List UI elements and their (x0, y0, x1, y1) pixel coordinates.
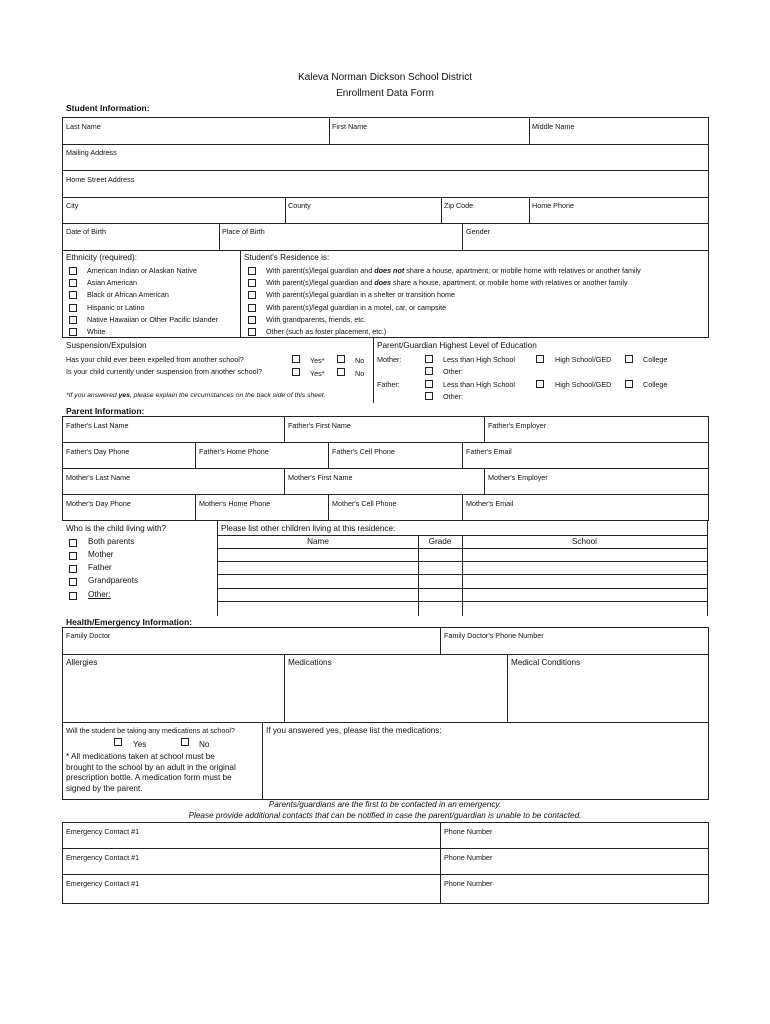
suspension-q2: Is your child currently under suspension from another school? (66, 367, 263, 376)
health-section-title: Health/Emergency Information: (66, 617, 193, 627)
fathers-cell-phone-label: Father's Cell Phone (332, 447, 395, 456)
fathers-email-label: Father's Email (466, 447, 512, 456)
suspended-no-checkbox[interactable] (337, 368, 345, 376)
father-hs-ged-checkbox[interactable] (536, 380, 544, 388)
ethnicity-option: Asian American (87, 278, 137, 287)
doctor-phone-label: Family Doctor's Phone Number (444, 631, 544, 640)
father-less-hs-checkbox[interactable] (425, 380, 433, 388)
ethnicity-option: Native Hawaiian or Other Pacific Islander (87, 315, 219, 324)
med-note-line4: signed by the parent. (66, 784, 143, 793)
father-hs-ged-label: High School/GED (555, 380, 612, 389)
middle-name-label: Middle Name (532, 122, 575, 131)
mother-less-hs-checkbox[interactable] (425, 355, 433, 363)
emergency-phone-label: Phone Number (444, 853, 493, 862)
emergency-note-2: Please provide additional contacts that can be notified in case the parent/guardian is unable to be contacted. (188, 811, 582, 820)
suspended-yes-checkbox[interactable] (292, 368, 300, 376)
place-of-birth-label: Place of Birth (222, 227, 265, 236)
living-option-other: Other: (88, 590, 111, 599)
home-phone-label: Home Phone (532, 201, 574, 210)
med-no-checkbox[interactable] (181, 738, 189, 746)
living-option: Grandparents (88, 576, 139, 585)
living-checkbox[interactable] (69, 578, 77, 586)
mailing-address-label: Mailing Address (66, 148, 117, 157)
mother-hs-ged-label: High School/GED (555, 355, 612, 364)
emergency-contact-label: Emergency Contact #1 (66, 827, 140, 836)
emergency-phone-label: Phone Number (444, 879, 493, 888)
mothers-first-name-label: Mother's First Name (288, 473, 353, 482)
expelled-no-label: No (355, 356, 365, 365)
fathers-home-phone-label: Father's Home Phone (199, 447, 269, 456)
residence-checkbox[interactable] (248, 267, 256, 275)
zip-code-label: Zip Code (444, 201, 474, 210)
mother-other-checkbox[interactable] (425, 367, 433, 375)
emergency-contact-label: Emergency Contact #1 (66, 853, 140, 862)
allergies-label: Allergies (66, 658, 98, 667)
emergency-note-1: Parents/guardians are the first to be contacted in an emergency. (268, 800, 502, 809)
med-no-label: No (199, 740, 210, 749)
ethnicity-option: American Indian or Alaskan Native (87, 266, 197, 275)
med-question: Will the student be taking any medications at school? (66, 726, 236, 735)
ethnicity-title: Ethnicity (required): (66, 253, 137, 262)
date-of-birth-label: Date of Birth (66, 227, 106, 236)
ethnicity-checkbox[interactable] (69, 316, 77, 324)
mothers-day-phone-label: Mother's Day Phone (66, 499, 131, 508)
living-option: Father (88, 563, 112, 572)
ethnicity-checkbox[interactable] (69, 279, 77, 287)
father-college-checkbox[interactable] (625, 380, 633, 388)
form-title-line2: Enrollment Data Form (336, 88, 434, 99)
living-option: Both parents (88, 537, 135, 546)
residence-option-6: Other (such as foster placement, etc.) (266, 327, 387, 336)
living-checkbox[interactable] (69, 552, 77, 560)
ethnicity-option: Hispanic or Latino (87, 303, 145, 312)
home-street-address-label: Home Street Address (66, 175, 135, 184)
residence-checkbox[interactable] (248, 316, 256, 324)
emergency-phone-label: Phone Number (444, 827, 493, 836)
mothers-last-name-label: Mother's Last Name (66, 473, 131, 482)
med-note-line3: prescription bottle. A medication form must be (66, 773, 232, 782)
fathers-day-phone-label: Father's Day Phone (66, 447, 130, 456)
student-section-title: Student Information: (66, 103, 150, 113)
mother-college-checkbox[interactable] (625, 355, 633, 363)
suspended-yes-label: Yes* (310, 369, 325, 378)
ethnicity-option: Black or African American (87, 290, 169, 299)
residence-checkbox[interactable] (248, 328, 256, 336)
med-note-line1: * All medications taken at school must be (66, 752, 215, 761)
residence-option-5: With grandparents, friends, etc. (266, 315, 366, 324)
mothers-email-label: Mother's Email (466, 499, 514, 508)
mother-other-label: Other: (443, 367, 463, 376)
mothers-employer-label: Mother's Employer (488, 473, 548, 482)
form-title-line1: Kaleva Norman Dickson School District (298, 72, 472, 83)
med-note-line2: brought to the school by an adult in the original (66, 763, 236, 772)
family-doctor-label: Family Doctor (66, 631, 111, 640)
med-yes-checkbox[interactable] (114, 738, 122, 746)
residence-option-2: With parent(s)/legal guardian and does share a house, apartment, or mobile home with relatives or another family (266, 278, 628, 287)
medications-label: Medications (288, 658, 332, 667)
expelled-yes-checkbox[interactable] (292, 355, 300, 363)
expelled-no-checkbox[interactable] (337, 355, 345, 363)
fathers-last-name-label: Father's Last Name (66, 421, 129, 430)
mothers-cell-phone-label: Mother's Cell Phone (332, 499, 397, 508)
suspended-no-label: No (355, 369, 365, 378)
living-checkbox[interactable] (69, 539, 77, 547)
mother-less-hs-label: Less than High School (443, 355, 515, 364)
parent-section-title: Parent Information: (66, 406, 145, 416)
ethnicity-checkbox[interactable] (69, 328, 77, 336)
residence-option-1: With parent(s)/legal guardian and does not share a house, apartment, or mobile home with relatives or another family (266, 266, 641, 275)
fathers-first-name-label: Father's First Name (288, 421, 351, 430)
living-title: Who is the child living with? (66, 524, 167, 533)
ethnicity-option: White (87, 327, 106, 336)
mother-college-label: College (643, 355, 668, 364)
residence-option-4: With parent(s)/legal guardian in a motel, car, or campsite (266, 303, 447, 312)
education-father-label: Father: (377, 380, 400, 389)
living-option: Mother (88, 550, 114, 559)
residence-checkbox[interactable] (248, 279, 256, 287)
city-label: City (66, 201, 79, 210)
med-yes-label: Yes (133, 740, 147, 749)
fathers-employer-label: Father's Employer (488, 421, 547, 430)
father-other-checkbox[interactable] (425, 392, 433, 400)
children-col-grade: Grade (428, 537, 452, 546)
expelled-yes-label: Yes* (310, 356, 325, 365)
mothers-home-phone-label: Mother's Home Phone (199, 499, 271, 508)
medical-conditions-label: Medical Conditions (511, 658, 581, 667)
residence-option-3: With parent(s)/legal guardian in a shelter or transition home (266, 290, 455, 299)
residence-title: Student's Residence is: (244, 253, 330, 262)
children-col-school: School (571, 537, 598, 546)
children-title: Please list other children living at this residence: (221, 524, 396, 533)
gender-label: Gender (466, 227, 490, 236)
suspension-q1: Has your child ever been expelled from another school? (66, 355, 244, 364)
father-other-label: Other: (443, 392, 463, 401)
residence-checkbox[interactable] (248, 304, 256, 312)
mother-hs-ged-checkbox[interactable] (536, 355, 544, 363)
suspension-title: Suspension/Expulsion (66, 341, 147, 350)
living-checkbox[interactable] (69, 592, 77, 600)
list-meds-label: If you answered yes, please list the medications: (266, 726, 442, 735)
last-name-label: Last Name (66, 122, 101, 131)
emergency-contacts-box (62, 822, 709, 904)
ethnicity-checkbox[interactable] (69, 267, 77, 275)
first-name-label: First Name (332, 122, 368, 131)
children-col-name: Name (307, 537, 329, 546)
ethnicity-checkbox[interactable] (69, 291, 77, 299)
education-title: Parent/Guardian Highest Level of Education (377, 341, 537, 350)
education-mother-label: Mother: (377, 355, 402, 364)
county-label: County (288, 201, 311, 210)
ethnicity-checkbox[interactable] (69, 304, 77, 312)
father-less-hs-label: Less than High School (443, 380, 515, 389)
residence-checkbox[interactable] (248, 291, 256, 299)
father-college-label: College (643, 380, 668, 389)
emergency-contact-label: Emergency Contact #1 (66, 879, 140, 888)
suspension-note: *If you answered yes, please explain the circumstances on the back side of this sheet. (66, 392, 326, 399)
living-checkbox[interactable] (69, 565, 77, 573)
